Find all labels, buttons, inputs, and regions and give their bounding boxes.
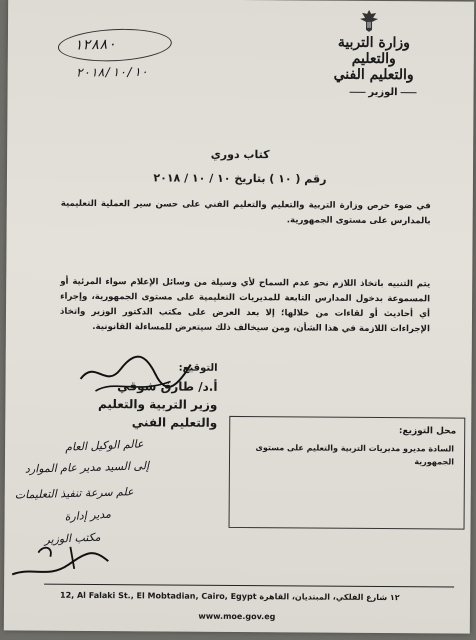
body-paragraph-2: يتم التنبيه باتخاذ اللازم نحو عدم السماح لأي وسيلة من وسائل الإعلام سواء المرئية أو المسموعة بدخول المدارس التابعة للمديريات التعليمية على مستوى الجمهورية، وإجراء أي أحاديث أو لقاءات من خلالها؛ إلا بعد العرض على مكتب الدكتور الوزير واتخاذ الإجراءات اللازمة في هذا الشأن، ومن سيخالف ذلك سيتعرض للمساءلة القانونية. [59, 276, 431, 335]
handwritten-note-2: إلى السيد مدير عام الموارد [24, 459, 150, 476]
signatory-title-2: والتعليم الفني [131, 415, 218, 430]
distribution-box [229, 416, 466, 530]
distribution-header: محل التوزيع: [398, 426, 457, 437]
document-number: رقم ( ١٠ ) بتاريخ ١٠ / ١٠ / ٢٠١٨ [153, 171, 327, 186]
signature-block [47, 359, 217, 432]
ministry-line-1: وزارة التربية والتعليم [337, 34, 411, 68]
footer-address: 12, Al Falaki St., El Mobtadian, Cairo, Egypt ١٢ شارع الفلكي، المبتديان، القاهرة [60, 590, 400, 603]
signatory-title-1: وزير التربية والتعليم [98, 397, 218, 412]
handwritten-signature [8, 538, 118, 584]
office-label: الوزير [346, 87, 419, 99]
document-page [4, 0, 474, 634]
document-title: كتاب دوري [210, 147, 270, 162]
footer-divider [44, 584, 454, 588]
ministry-line-2: والتعليم الفني [333, 66, 414, 84]
eagle-emblem-icon [358, 9, 380, 33]
distribution-item: السادة مديرو مديريات التربية والتعليم على مستوى الجمهورية [255, 443, 455, 467]
handwritten-note-3: علم سرعة تنفيذ التعليمات [14, 485, 134, 502]
reference-date: ٢٠١٨/١٠/١٠ [75, 64, 149, 80]
footer-website: www.moe.gov.eg [198, 611, 276, 622]
handwritten-note-4: مدير إدارة [64, 507, 112, 524]
signature-label: التوقيع: [178, 362, 218, 374]
handwritten-note-5: مكتب الوزير [44, 530, 101, 547]
ministry-name [314, 35, 434, 84]
body-paragraph-1: في ضوء حرص وزارة التربية والتعليم والتعليم الفني على حسن سير العملية التعليمية بالمدارس على مستوى الجمهورية. [60, 198, 431, 227]
reference-number: ١٢٨٨٠ [73, 36, 117, 54]
signatory-name: أ.د/ طارق شوقي [117, 379, 218, 394]
handwritten-note-1: عالم الوكيل العام [64, 437, 144, 454]
